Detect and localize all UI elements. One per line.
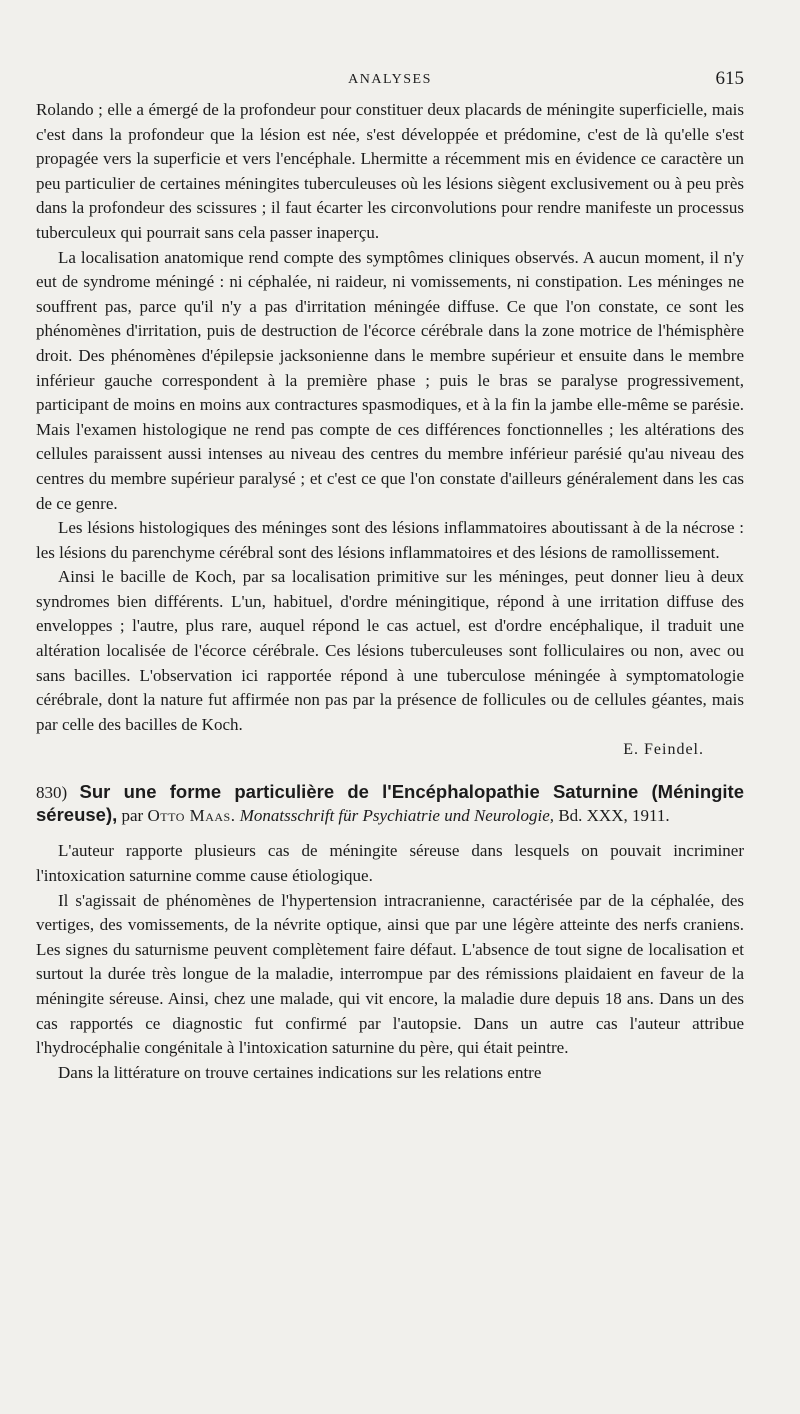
paragraph: Rolando ; elle a émergé de la profondeur pour constituer deux placards de méningite superficielle, mais c'est dans la profondeur que la lésion est née, s'est développée et prédomine, c'est de là qu'elle s'est propagée vers la superficie et vers l'encéphale. Lhermitte a récemment mis en évidence ce caractère un peu particulier de certaines méningites tuberculeuses où les lésions siègent exclusivement ou à peu près dans la profondeur des scissures ; il faut écarter les circonvolutions pour rendre manifeste un processus tuberculeux qui pourrait sans cela passer inaperçu. [36,100,744,242]
article-number: 830) [36,783,68,803]
running-head [36,66,744,94]
paragraph: La localisation anatomique rend compte des symptômes cliniques observés. A aucun moment, il n'y eut de syndrome méningé : ni céphalée, ni raideur, ni vomissements, ni constipation. Les méninges ne souffrent pas, parce qu'il n'y a pas d'irritation méningée diffuse. Ce que l'on constate, ce sont les phénomènes d'irritation, puis de destruction de l'écorce cérébrale dans la zone motrice de l'hémisphère droit. Des phénomènes d'épilepsie jacksonienne dans le membre supérieur et ensuite dans le membre inférieur gauche correspondent à la première phase ; puis le bras se paralyse progressivement, participant de moins en moins aux contractures spasmodiques, et à la fin la jambe elle-même se parésie. Mais l'examen histologique ne rend pas compte de ces différences fonctionnelles ; les altérations des cellules paraissent aussi intenses au niveau des centres du membre inférieur parésié qu'au niveau des centres du membre supérieur paralysé ; et c'est ce que l'on constate d'ailleurs généralement dans les cas de ce genre. [36,247,744,513]
article-title: Sur une forme particulière de l'Encéphalopathie Saturnine (Méningite séreuse), [36,781,745,826]
paragraph: Il s'agissait de phénomènes de l'hypertension intracranienne, caractérisée par de la céphalée, des vertiges, des vomissements, de la névrite optique, ainsi que par une légère atteinte des nerfs craniens. Les signes du saturnisme peuvent complètement faire défaut. L'absence de tout signe de localisation et surtout la durée très longue de la maladie, interrompue par des rémissions plaidaient en faveur de la méningite séreuse. Ainsi, chez une malade, qui vit encore, la maladie dure depuis 18 ans. Dans un des cas rapportés ce diagnostic fut confirmé par l'autopsie. Dans un autre cas l'auteur attribue l'hydrocéphalie congénitale à l'intoxication saturnine du père, qui était peintre. [36,890,744,1058]
article-volume: Bd. XXX, 1911. [558,806,670,826]
section-two [36,839,744,1085]
paragraph: L'auteur rapporte plusieurs cas de méningite séreuse dans lesquels on pouvait incriminer l'intoxication saturnine comme cause étiologique. [36,841,744,886]
signature: E. Feindel. [623,741,704,759]
paragraph: Dans la littérature on trouve certaines indications sur les relations entre [58,1062,542,1082]
page-number: 615 [715,68,744,89]
article-by: par [121,806,144,826]
article-heading [36,781,744,827]
paragraph: Ainsi le bacille de Koch, par sa localisation primitive sur les méninges, peut donner lieu à deux syndromes bien différents. L'un, habituel, d'ordre méningitique, répond à une irritation diffuse des enveloppes ; l'autre, plus rare, auquel répond le cas actuel, est d'ordre encéphalique, il traduit une altération localisée de l'écorce cérébrale. Ces lésions tuberculeuses sont folliculaires ou non, avec ou sans bacilles. L'observation ici rapportée répond à une tuberculose méningée à symptomatologie cérébrale, dont la nature fut affirmée non pas par la présence de follicules ou de cellules géantes, mais par celle des bacilles de Koch. [36,567,744,734]
running-title: ANALYSES [348,72,432,87]
page [36,66,744,1085]
article-journal: Monatsschrift für Psychiatrie und Neurologie, [239,806,555,826]
paragraph: Les lésions histologiques des méninges sont des lésions inflammatoires aboutissant à de la nécrose : les lésions du parenchyme cérébral sont des lésions inflammatoires et des lésions de ramollissement. [36,518,744,562]
section-one [36,98,744,763]
article-author: Otto Maas. [147,806,236,826]
